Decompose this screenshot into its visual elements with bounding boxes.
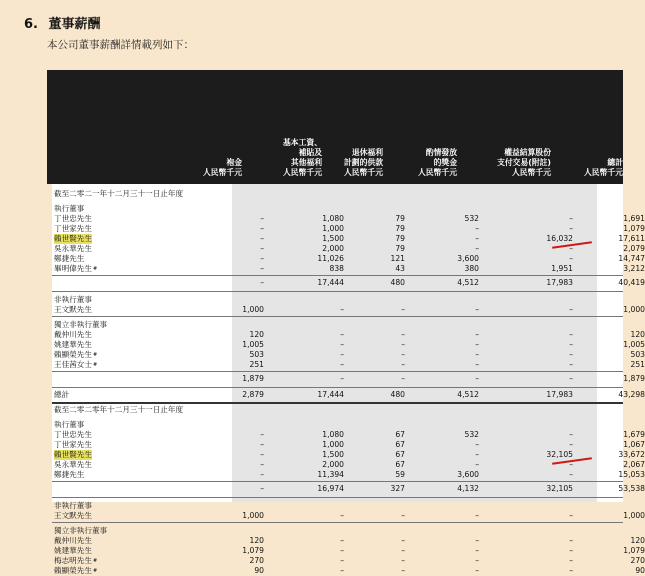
table-rule: [52, 387, 623, 388]
cell-col-2: 480: [390, 390, 405, 399]
row-label-text: 賴世賢先生: [54, 450, 92, 459]
cell-col-5: 251: [630, 360, 645, 369]
row-label-text: 姚建華先生: [54, 340, 92, 349]
cell-col-0: –: [260, 278, 264, 287]
cell-col-4: 17,983: [546, 278, 573, 287]
table-row-section: [52, 526, 623, 536]
row-label-text: 鄭捷先生: [54, 470, 85, 479]
table-row: [52, 556, 645, 566]
cell-col-2: –: [401, 340, 405, 349]
cell-col-5: 43,298: [618, 390, 645, 399]
cell-col-4: –: [569, 224, 573, 233]
cell-col-2: –: [401, 511, 405, 520]
table-rule: [52, 522, 623, 523]
director-name: [54, 536, 92, 546]
cell-col-5: 1,079: [623, 546, 645, 555]
column-header-line: 人民幣千元: [203, 168, 242, 177]
column-header-line: 人民幣千元: [418, 168, 457, 177]
cell-col-4: 1,951: [551, 264, 573, 273]
cell-col-0: –: [260, 484, 264, 493]
cell-col-2: –: [401, 546, 405, 555]
cell-col-1: 838: [329, 264, 344, 273]
cell-col-0: –: [260, 470, 264, 479]
cell-col-5: 1,000: [623, 305, 645, 314]
cell-col-4: –: [569, 470, 573, 479]
director-name: [54, 214, 92, 224]
table-row-subtotal: [52, 484, 645, 494]
cell-col-2: –: [401, 566, 405, 575]
cell-col-1: –: [340, 330, 344, 339]
director-name: [54, 360, 97, 370]
cell-col-5: 120: [630, 536, 645, 545]
director-name: [54, 224, 92, 234]
cell-col-0: –: [260, 450, 264, 459]
cell-col-3: –: [475, 350, 479, 359]
row-label-text: 鄭捷先生: [54, 254, 85, 263]
cell-col-0: –: [260, 264, 264, 273]
cell-col-3: –: [475, 566, 479, 575]
column-header-line: 計劃的供款: [344, 158, 383, 167]
column-header-0: [203, 158, 242, 178]
column-header-4: [497, 148, 551, 178]
row-label-section: [54, 526, 107, 536]
director-name: [54, 430, 92, 440]
cell-col-1: 11,026: [317, 254, 344, 263]
table-row: [52, 264, 645, 274]
director-name: [54, 350, 97, 360]
cell-col-5: 1,005: [623, 340, 645, 349]
director-name: [54, 305, 92, 315]
table-rule: [52, 371, 623, 372]
cell-col-1: 1,000: [322, 224, 344, 233]
cell-col-3: 532: [464, 214, 479, 223]
cell-col-3: –: [475, 536, 479, 545]
cell-col-2: 327: [390, 484, 405, 493]
table-row: [52, 224, 645, 234]
table-row: [52, 234, 645, 244]
director-name: [54, 556, 97, 566]
cell-col-4: –: [569, 566, 573, 575]
row-label-text: 姚建華先生: [54, 546, 92, 555]
cell-col-1: 1,500: [322, 234, 344, 243]
cell-col-5: 1,879: [623, 374, 645, 383]
table-row: [52, 214, 645, 224]
cell-col-5: 14,747: [618, 254, 645, 263]
row-label-text: 丁世家先生: [54, 224, 92, 233]
remuneration-table: [47, 58, 645, 575]
row-label-section: [54, 320, 107, 330]
row-label-text: 非執行董事: [54, 501, 92, 510]
cell-col-4: –: [569, 546, 573, 555]
row-label-text: 畢明偉先生: [54, 264, 92, 273]
row-label-text: 丁世忠先生: [54, 430, 92, 439]
cell-col-5: 1,000: [623, 511, 645, 520]
section-title: [24, 13, 101, 32]
row-label-text: 執行董事: [54, 420, 85, 429]
cell-col-5: 1,079: [623, 224, 645, 233]
cell-col-3: –: [475, 460, 479, 469]
cell-col-0: –: [260, 244, 264, 253]
cell-col-0: –: [260, 430, 264, 439]
row-label-text: 王佳茜女士: [54, 360, 92, 369]
director-name: [54, 244, 92, 254]
cell-col-0: –: [260, 224, 264, 233]
cell-col-3: –: [475, 546, 479, 555]
table-rule: [52, 291, 623, 292]
cell-col-1: –: [340, 556, 344, 565]
table-row-subtotal: [52, 278, 645, 288]
director-name: [54, 460, 92, 470]
table-row: [52, 305, 645, 315]
cell-col-2: 480: [390, 278, 405, 287]
cell-col-2: 67: [395, 440, 405, 449]
section-number: 6.: [24, 17, 38, 32]
cell-col-1: 2,000: [322, 460, 344, 469]
cell-col-4: –: [569, 556, 573, 565]
cell-col-1: –: [340, 360, 344, 369]
cell-col-4: 17,983: [546, 390, 573, 399]
cell-col-4: –: [569, 440, 573, 449]
cell-col-5: 33,672: [618, 450, 645, 459]
row-label-total: [54, 390, 69, 400]
cell-col-2: –: [401, 536, 405, 545]
director-name: [54, 234, 92, 244]
table-row: [52, 360, 645, 370]
cell-col-3: –: [475, 556, 479, 565]
table-rule: [52, 402, 623, 404]
cell-col-1: 1,080: [322, 430, 344, 439]
row-label-text: 戴仲川先生: [54, 536, 92, 545]
cell-col-4: –: [569, 340, 573, 349]
cell-col-5: 120: [630, 330, 645, 339]
director-name: [54, 340, 92, 350]
cell-col-4: –: [569, 536, 573, 545]
cell-col-4: –: [569, 254, 573, 263]
table-rule: [52, 275, 623, 276]
cell-col-0: 120: [249, 330, 264, 339]
cell-col-0: 1,879: [242, 374, 264, 383]
column-header-line: 的獎金: [433, 158, 457, 167]
cell-col-1: 2,000: [322, 244, 344, 253]
cell-col-3: –: [475, 374, 479, 383]
cell-col-0: 1,000: [242, 305, 264, 314]
column-header-line: 袍金: [226, 158, 242, 167]
cell-col-5: 15,053: [618, 470, 645, 479]
table-row: [52, 546, 645, 556]
table-row: [52, 566, 645, 576]
table-row-period: [52, 405, 623, 415]
cell-col-2: 67: [395, 430, 405, 439]
cell-col-3: 3,600: [457, 470, 479, 479]
table-row: [52, 254, 645, 264]
cell-col-2: 79: [395, 224, 405, 233]
table-row-period: [52, 189, 623, 199]
cell-col-5: 2,067: [623, 460, 645, 469]
column-header-line: 補貼及: [298, 148, 322, 157]
cell-col-5: 17,611: [618, 234, 645, 243]
cell-col-0: –: [260, 440, 264, 449]
table-rule: [52, 497, 623, 498]
table-row-section: [52, 204, 623, 214]
row-label-section: [54, 204, 84, 214]
row-label-section: [54, 295, 92, 305]
column-header-line: 人民幣千元: [584, 168, 623, 177]
cell-col-2: –: [401, 374, 405, 383]
column-header-5: [584, 158, 623, 178]
row-label-text: 獨立非執行董事: [54, 320, 108, 329]
cell-col-1: –: [340, 340, 344, 349]
cell-col-0: 1,079: [242, 546, 264, 555]
cell-col-3: –: [475, 511, 479, 520]
row-label-period: [54, 405, 183, 415]
row-label-text: 梅志明先生: [54, 556, 92, 565]
column-header-line: 人民幣千元: [512, 168, 551, 177]
director-name: [54, 440, 92, 450]
cell-col-4: –: [569, 330, 573, 339]
cell-col-3: 3,600: [457, 254, 479, 263]
cell-col-3: 380: [464, 264, 479, 273]
cell-col-3: –: [475, 340, 479, 349]
cell-col-5: 90: [635, 566, 645, 575]
cell-col-1: –: [340, 350, 344, 359]
row-label-text: 賴顯榮先生: [54, 350, 92, 359]
cell-col-3: 4,512: [457, 390, 479, 399]
cell-col-2: 79: [395, 244, 405, 253]
column-header-3: [418, 148, 457, 178]
table-row: [52, 350, 645, 360]
cell-col-4: –: [569, 430, 573, 439]
cell-col-5: 3,212: [623, 264, 645, 273]
table-row-total: [52, 390, 645, 400]
cell-col-0: 270: [249, 556, 264, 565]
table-row-section: [52, 501, 623, 511]
table-row-subtotal: [52, 374, 645, 384]
cell-col-4: –: [569, 350, 573, 359]
row-label-text: 總計: [54, 390, 70, 399]
cell-col-1: 1,500: [322, 450, 344, 459]
cell-col-1: 17,444: [317, 390, 344, 399]
cell-col-3: –: [475, 440, 479, 449]
director-name: [54, 566, 97, 576]
row-label-text: 賴世賢先生: [54, 234, 92, 243]
cell-col-2: 59: [395, 470, 405, 479]
cell-col-4: –: [569, 360, 573, 369]
table-rule: [52, 481, 623, 482]
cell-col-3: 4,512: [457, 278, 479, 287]
column-header-line: 總計: [607, 158, 623, 167]
row-label-text: 執行董事: [54, 204, 85, 213]
row-label-text: 丁世家先生: [54, 440, 92, 449]
footnote-mark: #: [92, 266, 98, 272]
footnote-mark: #: [92, 558, 98, 564]
director-name: [54, 330, 92, 340]
table-row: [52, 460, 645, 470]
cell-col-1: –: [340, 546, 344, 555]
column-header-2: [344, 148, 383, 178]
table-row-section: [52, 295, 623, 305]
table-row: [52, 440, 645, 450]
cell-col-5: 1,679: [623, 430, 645, 439]
cell-col-5: 40,419: [618, 278, 645, 287]
cell-col-0: 90: [254, 566, 264, 575]
cell-col-5: 503: [630, 350, 645, 359]
cell-col-1: –: [340, 305, 344, 314]
column-header-1: [283, 138, 322, 178]
cell-col-3: –: [475, 244, 479, 253]
cell-col-4: –: [569, 511, 573, 520]
director-name: [54, 470, 84, 480]
cell-col-1: –: [340, 374, 344, 383]
cell-col-5: 270: [630, 556, 645, 565]
cell-col-0: –: [260, 460, 264, 469]
table-row-section: [52, 420, 623, 430]
row-label-text: 吳永華先生: [54, 460, 92, 469]
cell-col-2: 67: [395, 450, 405, 459]
cell-col-1: 16,974: [317, 484, 344, 493]
row-label-text: 王文默先生: [54, 305, 92, 314]
column-header-line: 人民幣千元: [344, 168, 383, 177]
cell-col-0: 120: [249, 536, 264, 545]
cell-col-0: 2,879: [242, 390, 264, 399]
row-label-text: 戴仲川先生: [54, 330, 92, 339]
table-header-top-bg: [47, 58, 623, 70]
cell-col-2: 79: [395, 214, 405, 223]
row-label-text: 吳永華先生: [54, 244, 92, 253]
cell-col-4: –: [569, 305, 573, 314]
row-label-text: 非執行董事: [54, 295, 92, 304]
row-label-period: [54, 189, 183, 199]
cell-col-5: 1,067: [623, 440, 645, 449]
cell-col-3: 532: [464, 430, 479, 439]
director-name: [54, 264, 97, 274]
cell-col-5: 2,079: [623, 244, 645, 253]
row-label-text: 丁世忠先生: [54, 214, 92, 223]
cell-col-0: –: [260, 234, 264, 243]
cell-col-4: 16,032: [546, 234, 573, 243]
cell-col-2: 79: [395, 234, 405, 243]
cell-col-5: 1,691: [623, 214, 645, 223]
cell-col-5: 53,538: [618, 484, 645, 493]
director-name: [54, 450, 92, 460]
table-row-section: [52, 320, 623, 330]
cell-col-1: –: [340, 511, 344, 520]
column-header-line: 基本工資、: [283, 138, 322, 147]
cell-col-1: 1,080: [322, 214, 344, 223]
column-header-line: 酌情發放: [425, 148, 457, 157]
cell-col-1: –: [340, 536, 344, 545]
cell-col-2: –: [401, 556, 405, 565]
row-label-section: [54, 420, 84, 430]
cell-col-1: 17,444: [317, 278, 344, 287]
table-rule: [52, 316, 623, 317]
column-header-line: 其他福利: [290, 158, 322, 167]
cell-col-1: 11,394: [317, 470, 344, 479]
cell-col-2: –: [401, 305, 405, 314]
director-name: [54, 546, 92, 556]
column-header-line: 權益結算股份: [504, 148, 551, 157]
cell-col-3: –: [475, 224, 479, 233]
cell-col-2: –: [401, 350, 405, 359]
cell-col-3: –: [475, 330, 479, 339]
cell-col-1: 1,000: [322, 440, 344, 449]
cell-col-1: –: [340, 566, 344, 575]
cell-col-2: –: [401, 330, 405, 339]
row-label-text: 截至二零二零年十二月三十一日止年度: [54, 405, 184, 414]
cell-col-4: –: [569, 374, 573, 383]
cell-col-0: –: [260, 254, 264, 263]
cell-col-3: –: [475, 305, 479, 314]
cell-col-4: –: [569, 460, 573, 469]
director-name: [54, 254, 84, 264]
table-row: [52, 536, 645, 546]
row-label-section: [54, 501, 92, 511]
cell-col-0: 1,000: [242, 511, 264, 520]
footnote-mark: #: [92, 568, 98, 574]
cell-col-4: –: [569, 244, 573, 253]
cell-col-0: 503: [249, 350, 264, 359]
cell-col-0: 251: [249, 360, 264, 369]
cell-col-0: –: [260, 214, 264, 223]
cell-col-3: 4,132: [457, 484, 479, 493]
table-row: [52, 470, 645, 480]
row-label-text: 截至二零二一年十二月三十一日止年度: [54, 189, 184, 198]
column-header-line: 退休福利: [351, 148, 383, 157]
cell-col-3: –: [475, 234, 479, 243]
cell-col-3: –: [475, 450, 479, 459]
column-header-line: 人民幣千元: [283, 168, 322, 177]
cell-col-0: 1,005: [242, 340, 264, 349]
footnote-mark: #: [92, 352, 98, 358]
cell-col-4: 32,105: [546, 484, 573, 493]
row-label-text: 賴顯榮先生: [54, 566, 92, 575]
section-title-text: 董事薪酬: [48, 17, 101, 32]
table-row: [52, 450, 645, 460]
cell-col-2: 67: [395, 460, 405, 469]
cell-col-3: –: [475, 360, 479, 369]
row-label-text: 獨立非執行董事: [54, 526, 108, 535]
cell-col-2: 121: [390, 254, 405, 263]
table-row: [52, 511, 645, 521]
section-subtitle: 本公司董事薪酬詳情載列如下：: [47, 39, 194, 51]
director-name: [54, 511, 92, 521]
footnote-mark: #: [92, 362, 98, 368]
cell-col-2: –: [401, 360, 405, 369]
row-label-text: 王文默先生: [54, 511, 92, 520]
cell-col-4: –: [569, 214, 573, 223]
cell-col-4: 32,105: [546, 450, 573, 459]
column-header-line: 支付交易(附註): [497, 158, 551, 167]
table-row: [52, 244, 645, 254]
cell-col-2: 43: [395, 264, 405, 273]
table-row: [52, 330, 645, 340]
table-row: [52, 430, 645, 440]
table-row: [52, 340, 645, 350]
